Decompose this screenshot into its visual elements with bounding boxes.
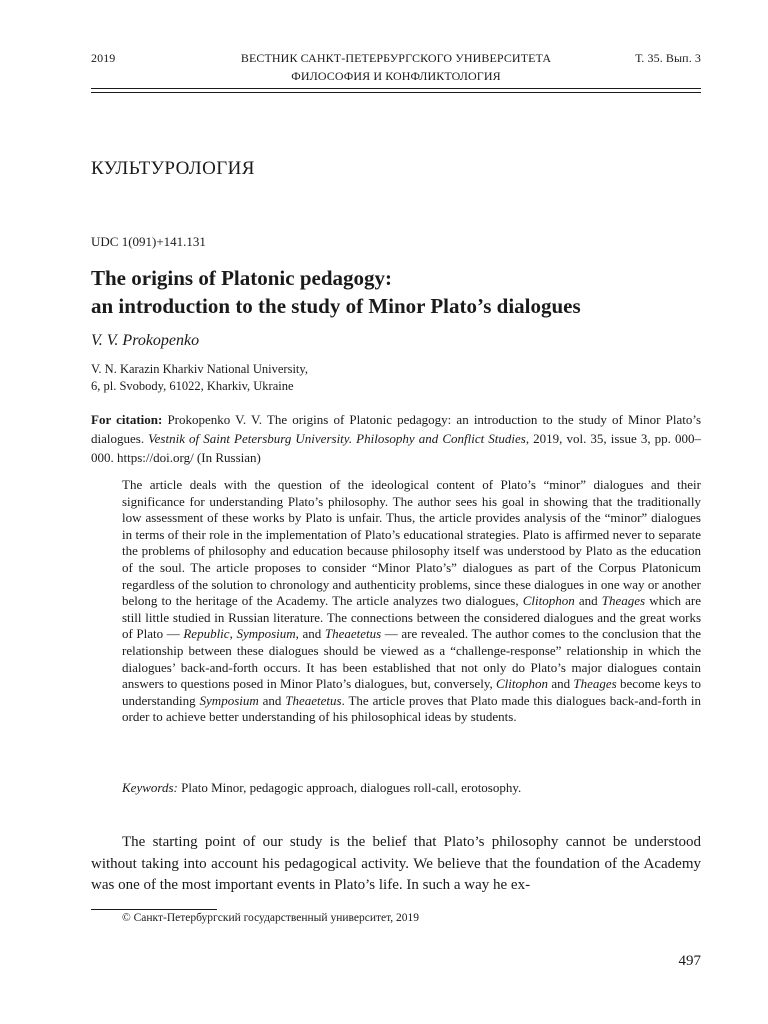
abstract-text: , and xyxy=(295,626,325,642)
abstract-text: which are still little studied in Russian literature. The connections between the considered dialogues and the great works of Plato — xyxy=(122,593,701,642)
citation-text-1: Prokopenko V. V. The origins of Platonic pedagogy: an introduction to the study of Minor Plato’s dialogues. xyxy=(91,412,702,446)
citation-block xyxy=(91,410,701,467)
abstract-italic: Symposium xyxy=(199,692,259,708)
paper-page xyxy=(91,0,701,1024)
abstract-italic: Clitophon xyxy=(496,676,549,692)
udc-code: UDC 1(091)+141.131 xyxy=(91,234,206,249)
title-line-2: an introduction to the study of Minor Plato’s dialogues xyxy=(91,294,581,318)
page-number: 497 xyxy=(678,953,701,969)
abstract-text: and xyxy=(548,676,574,692)
abstract-text: and xyxy=(258,692,286,708)
abstract-italic: Theages xyxy=(601,593,646,609)
abstract-text: and xyxy=(574,593,602,609)
citation-label: For citation: xyxy=(91,412,163,427)
footnote-rule xyxy=(91,909,217,910)
copyright-footnote: © Санкт-Петербургский государственный университет, 2019 xyxy=(122,912,420,924)
abstract-text: The article deals with the question of the ideological content of Plato’s “minor” dialogues and their significance for understanding Plato’s philosophy. The author sees his goal in showing that the traditionally low assessment of these works by Plato is unfair. Thus, the article provides analysis of the “minor” dialogues in terms of their role in the implementation of Plato’s educational strategies. Plato is affirmed never to separate the problems of philosophy and education because philosophy itself was understood by Plato as the education of the soul. The article proposes to consider “Minor Plato’s” dialogues as part of the Corpus Platonicum regardless of the solution to chronology and authenticity problems, since these dialogues in one way or another belong to the heritage of the Academy. The article analyzes two dialogues, xyxy=(122,477,701,609)
abstract-text: become keys to understanding xyxy=(122,676,701,708)
title-line-1: The origins of Platonic pedagogy: xyxy=(91,266,393,290)
header-volume: Т. 35. Вып. 3 xyxy=(635,51,701,65)
keywords-text: Plato Minor, pedagogic approach, dialogues roll-call, erotosophy. xyxy=(177,780,522,795)
citation-text-2: , 2019, vol. 35, issue 3, pp. 000–000. https://doi.org/ (In Russian) xyxy=(91,431,701,465)
abstract-italic: Theaetetus xyxy=(324,626,382,642)
citation-journal: Vestnik of Saint Petersburg University. Philosophy and Conflict Studies xyxy=(148,431,526,446)
abstract-text: . The article proves that Plato made this dialogues back-and-forth in order to achieve better understanding of his philosophical ideas by students. xyxy=(122,692,701,725)
keywords-label: Keywords: xyxy=(122,780,178,795)
author-name: V. V. Prokopenko xyxy=(91,332,200,349)
abstract-italic: Clitophon xyxy=(522,593,575,609)
abstract-italic: Theaetetus xyxy=(285,692,342,708)
header-rule xyxy=(91,88,701,93)
keywords xyxy=(122,779,701,796)
abstract xyxy=(122,477,701,726)
affiliation-line-2: 6, pl. Svobody, 61022, Kharkiv, Ukraine xyxy=(91,379,294,393)
affiliation-line-1: V. N. Karazin Kharkiv National University, xyxy=(91,362,308,376)
abstract-italic: Republic xyxy=(183,626,230,642)
abstract-italic: Symposium xyxy=(236,626,296,642)
affiliation xyxy=(91,361,308,395)
article-title xyxy=(91,264,701,320)
section-heading: КУЛЬТУРОЛОГИЯ xyxy=(91,158,255,179)
abstract-italic: Theages xyxy=(573,676,617,692)
header-year: 2019 xyxy=(91,51,116,65)
header-series: ФИЛОСОФИЯ И КОНФЛИКТОЛОГИЯ xyxy=(291,69,501,83)
abstract-text: — are revealed. The author comes to the conclusion that the relationship between these dialogues should be viewed as a “challenge-response” relationship in which the dialogues’ back-and-forth occurs. It has been established that not only do Plato’s major dialogues contain answers to questions posed in Minor Plato’s dialogues, but, conversely, xyxy=(122,626,702,692)
header-journal: ВЕСТНИК САНКТ-ПЕТЕРБУРГСКОГО УНИВЕРСИТЕТА xyxy=(240,51,552,65)
abstract-text: , xyxy=(229,626,237,642)
body-paragraph: The starting point of our study is the belief that Plato’s philosophy cannot be understood without taking into account his pedagogical activity. We believe that the foundation of the Academy was one of the most important events in Plato’s life. In such a way he ex- xyxy=(91,834,701,893)
